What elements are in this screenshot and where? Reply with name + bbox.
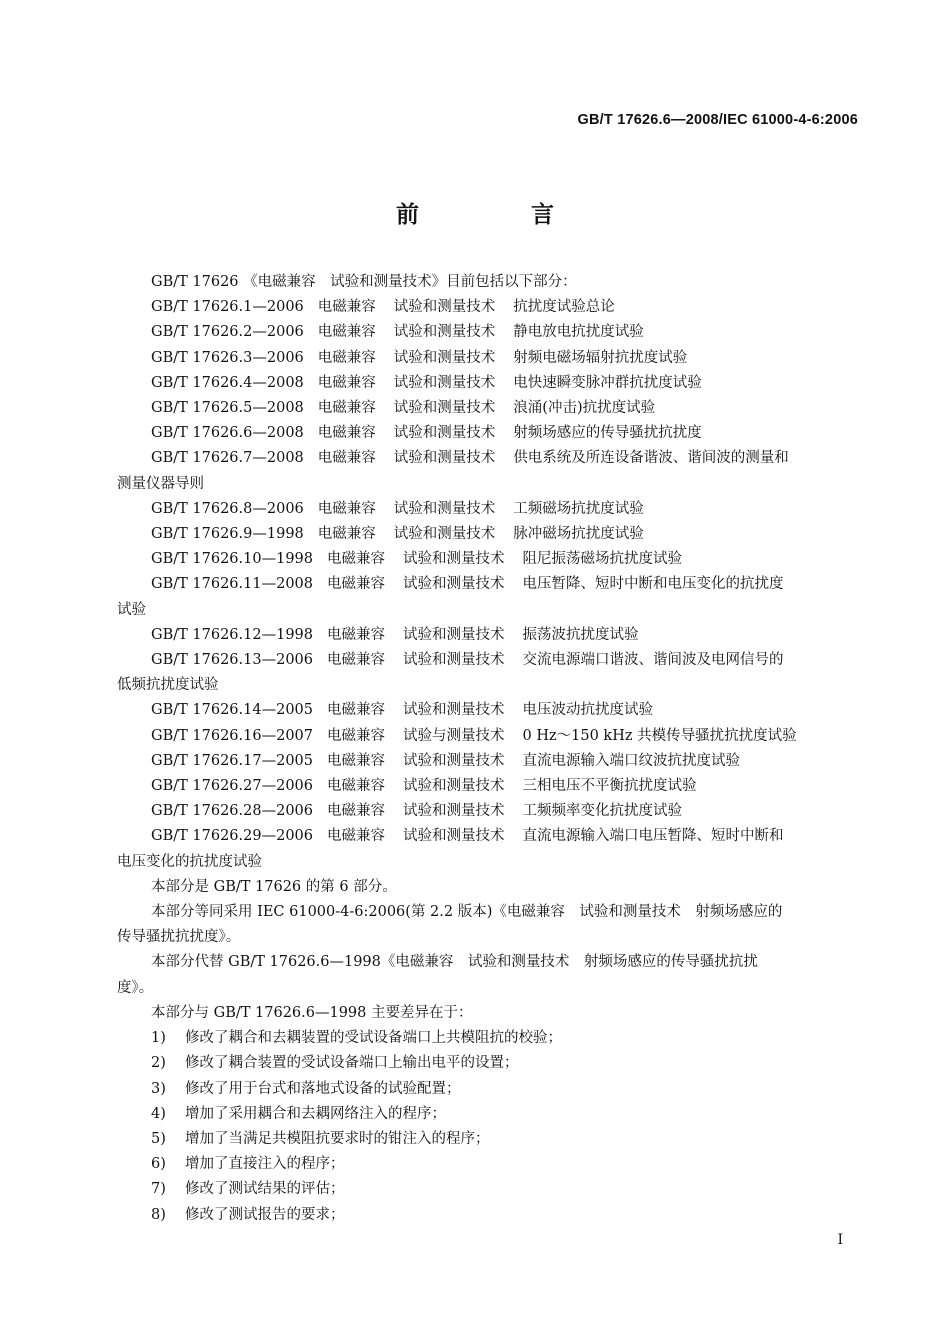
difference-number: 5) xyxy=(151,1130,166,1147)
part-series: 试验和测量技术 xyxy=(393,400,496,417)
part-code: GB/T 17626.29—2006 xyxy=(151,828,313,845)
part-row xyxy=(117,497,853,522)
paragraph-adoption-line1: 本部分等同采用 IEC 61000-4-6:2006(第 2.2 版本)《电磁兼容 试验和测量技术 射频场感应的 xyxy=(151,904,783,921)
part-code: GB/T 17626.28—2006 xyxy=(151,803,313,820)
difference-number: 4) xyxy=(151,1105,166,1122)
part-row xyxy=(117,572,853,597)
paragraph-differences-intro: 本部分与 GB/T 17626.6—1998 主要差异在于： xyxy=(151,1004,473,1021)
part-row xyxy=(117,799,853,824)
difference-number: 3) xyxy=(151,1080,166,1097)
part-series: 试验和测量技术 xyxy=(393,324,496,341)
paragraph-replaces-line1: 本部分代替 GB/T 17626.6—1998《电磁兼容 试验和测量技术 射频场感应的传导骚扰抗扰 xyxy=(151,954,758,971)
part-row xyxy=(117,547,853,572)
part-domain: 电磁兼容 xyxy=(317,349,376,366)
difference-text: 增加了直接注入的程序； xyxy=(185,1156,345,1173)
part-domain: 电磁兼容 xyxy=(327,752,385,769)
difference-text: 增加了采用耦合和去耦网络注入的程序； xyxy=(185,1105,446,1122)
part-code: GB/T 17626.13—2006 xyxy=(151,652,313,669)
part-row xyxy=(117,698,853,723)
difference-number: 8) xyxy=(151,1206,166,1223)
difference-text: 修改了用于台式和落地式设备的试验配置； xyxy=(185,1080,461,1097)
part-title: 阻尼振荡磁场抗扰度试验 xyxy=(522,551,682,568)
part-title-continuation: 电压变化的抗扰度试验 xyxy=(117,853,262,870)
difference-number: 6) xyxy=(151,1156,166,1173)
part-code: GB/T 17626.9—1998 xyxy=(151,526,304,543)
part-title-continuation: 低频抗扰度试验 xyxy=(117,677,219,694)
part-title: 工频频率变化抗扰度试验 xyxy=(522,803,682,820)
part-title: 0 Hz～150 kHz 共模传导骚扰抗扰度试验 xyxy=(522,727,797,744)
standard-code-header: GB/T 17626.6—2008/IEC 61000-4-6:2006 xyxy=(577,112,858,128)
part-domain: 电磁兼容 xyxy=(317,324,376,341)
part-domain: 电磁兼容 xyxy=(317,526,376,543)
part-code: GB/T 17626.7—2008 xyxy=(151,450,304,467)
part-row xyxy=(117,371,853,396)
part-title: 直流电源输入端口纹波抗扰度试验 xyxy=(522,752,740,769)
difference-item xyxy=(117,1102,853,1127)
difference-number: 1) xyxy=(151,1030,166,1047)
part-title: 脉冲磁场抗扰度试验 xyxy=(513,526,644,543)
difference-item xyxy=(117,1026,853,1051)
part-domain: 电磁兼容 xyxy=(327,702,385,719)
part-row xyxy=(117,522,853,547)
part-title: 三相电压不平衡抗扰度试验 xyxy=(522,778,697,795)
part-title-continuation: 测量仪器导则 xyxy=(117,475,204,492)
part-code: GB/T 17626.1—2006 xyxy=(151,299,304,316)
part-series: 试验和测量技术 xyxy=(403,652,505,669)
part-code: GB/T 17626.5—2008 xyxy=(151,400,304,417)
part-code: GB/T 17626.10—1998 xyxy=(151,551,313,568)
part-domain: 电磁兼容 xyxy=(327,626,385,643)
part-domain: 电磁兼容 xyxy=(317,500,376,517)
part-title: 射频电磁场辐射抗扰度试验 xyxy=(513,349,688,366)
intro-line: GB/T 17626 《电磁兼容 试验和测量技术》目前包括以下部分： xyxy=(151,274,577,290)
difference-item xyxy=(117,1051,853,1076)
part-code: GB/T 17626.2—2006 xyxy=(151,324,304,341)
part-series: 试验和测量技术 xyxy=(403,702,505,719)
part-code: GB/T 17626.12—1998 xyxy=(151,626,313,643)
part-series: 试验与测量技术 xyxy=(403,727,505,744)
part-row xyxy=(117,824,853,849)
difference-item xyxy=(117,1077,853,1102)
difference-number: 7) xyxy=(151,1181,166,1198)
part-code: GB/T 17626.11—2008 xyxy=(151,576,313,593)
part-series: 试验和测量技术 xyxy=(403,752,505,769)
difference-item xyxy=(117,1177,853,1202)
part-domain: 电磁兼容 xyxy=(327,803,385,820)
part-series: 试验和测量技术 xyxy=(403,626,505,643)
part-code: GB/T 17626.8—2006 xyxy=(151,500,304,517)
differences-list xyxy=(117,1026,853,1228)
part-domain: 电磁兼容 xyxy=(327,828,385,845)
part-series: 试验和测量技术 xyxy=(403,803,505,820)
part-title: 供电系统及所连设备谐波、谐间波的测量和 xyxy=(513,450,789,467)
page-number: I xyxy=(837,1232,843,1248)
part-code: GB/T 17626.27—2006 xyxy=(151,778,313,795)
part-domain: 电磁兼容 xyxy=(317,425,376,442)
part-series: 试验和测量技术 xyxy=(393,450,496,467)
paragraph-adoption-line2: 传导骚扰抗扰度》。 xyxy=(117,929,241,946)
part-code: GB/T 17626.3—2006 xyxy=(151,349,304,366)
part-row xyxy=(117,446,853,471)
part-title: 电快速瞬变脉冲群抗扰度试验 xyxy=(513,374,702,391)
part-series: 试验和测量技术 xyxy=(403,828,505,845)
part-series: 试验和测量技术 xyxy=(393,500,496,517)
part-domain: 电磁兼容 xyxy=(327,652,385,669)
part-row xyxy=(117,774,853,799)
part-domain: 电磁兼容 xyxy=(327,551,385,568)
paragraph-part-number: 本部分是 GB/T 17626 的第 6 部分。 xyxy=(151,878,397,895)
part-title: 浪涌(冲击)抗扰度试验 xyxy=(513,400,656,417)
part-code: GB/T 17626.6—2008 xyxy=(151,425,304,442)
part-domain: 电磁兼容 xyxy=(317,400,376,417)
part-domain: 电磁兼容 xyxy=(327,778,385,795)
part-series: 试验和测量技术 xyxy=(393,299,496,316)
part-domain: 电磁兼容 xyxy=(317,299,376,316)
part-title: 工频磁场抗扰度试验 xyxy=(513,500,644,517)
part-series: 试验和测量技术 xyxy=(393,374,496,391)
part-series: 试验和测量技术 xyxy=(403,778,505,795)
part-series: 试验和测量技术 xyxy=(403,576,505,593)
part-code: GB/T 17626.17—2005 xyxy=(151,752,313,769)
paragraph-replaces-line2: 度》。 xyxy=(117,979,154,996)
part-series: 试验和测量技术 xyxy=(403,551,505,568)
part-title: 射频场感应的传导骚扰抗扰度 xyxy=(513,425,702,442)
part-series: 试验和测量技术 xyxy=(393,349,496,366)
part-code: GB/T 17626.4—2008 xyxy=(151,374,304,391)
part-row xyxy=(117,724,853,749)
difference-text: 修改了耦合和去耦装置的受试设备端口上共模阻抗的校验； xyxy=(185,1030,562,1047)
document-body xyxy=(117,270,853,1228)
part-domain: 电磁兼容 xyxy=(317,374,376,391)
part-row xyxy=(117,346,853,371)
part-row xyxy=(117,295,853,320)
part-row xyxy=(117,749,853,774)
difference-item xyxy=(117,1127,853,1152)
difference-text: 修改了耦合装置的受试设备端口上输出电平的设置； xyxy=(185,1055,519,1072)
part-title: 静电放电抗扰度试验 xyxy=(513,324,644,341)
parts-list xyxy=(117,295,853,875)
part-row xyxy=(117,421,853,446)
part-domain: 电磁兼容 xyxy=(327,727,385,744)
difference-item xyxy=(117,1203,853,1228)
part-code: GB/T 17626.16—2007 xyxy=(151,727,313,744)
part-domain: 电磁兼容 xyxy=(317,450,376,467)
difference-text: 增加了当满足共模阻抗要求时的钳注入的程序； xyxy=(185,1130,490,1147)
difference-text: 修改了测试结果的评估； xyxy=(185,1181,345,1198)
difference-item xyxy=(117,1152,853,1177)
part-code: GB/T 17626.14—2005 xyxy=(151,702,313,719)
part-domain: 电磁兼容 xyxy=(327,576,385,593)
part-series: 试验和测量技术 xyxy=(393,526,496,543)
part-title: 直流电源输入端口电压暂降、短时中断和 xyxy=(522,828,784,845)
part-title: 交流电源端口谐波、谐间波及电网信号的 xyxy=(522,652,784,669)
part-title-continuation: 试验 xyxy=(117,601,146,618)
part-title: 振荡波抗扰度试验 xyxy=(522,626,639,643)
difference-text: 修改了测试报告的要求； xyxy=(185,1206,345,1223)
part-row xyxy=(117,648,853,673)
part-title: 抗扰度试验总论 xyxy=(513,299,615,316)
part-row xyxy=(117,623,853,648)
part-row xyxy=(117,396,853,421)
part-series: 试验和测量技术 xyxy=(393,425,496,442)
part-title: 电压波动抗扰度试验 xyxy=(522,702,653,719)
page-title: 前 言 xyxy=(395,201,606,228)
difference-number: 2) xyxy=(151,1055,166,1072)
part-row xyxy=(117,320,853,345)
part-title: 电压暂降、短时中断和电压变化的抗扰度 xyxy=(522,576,784,593)
